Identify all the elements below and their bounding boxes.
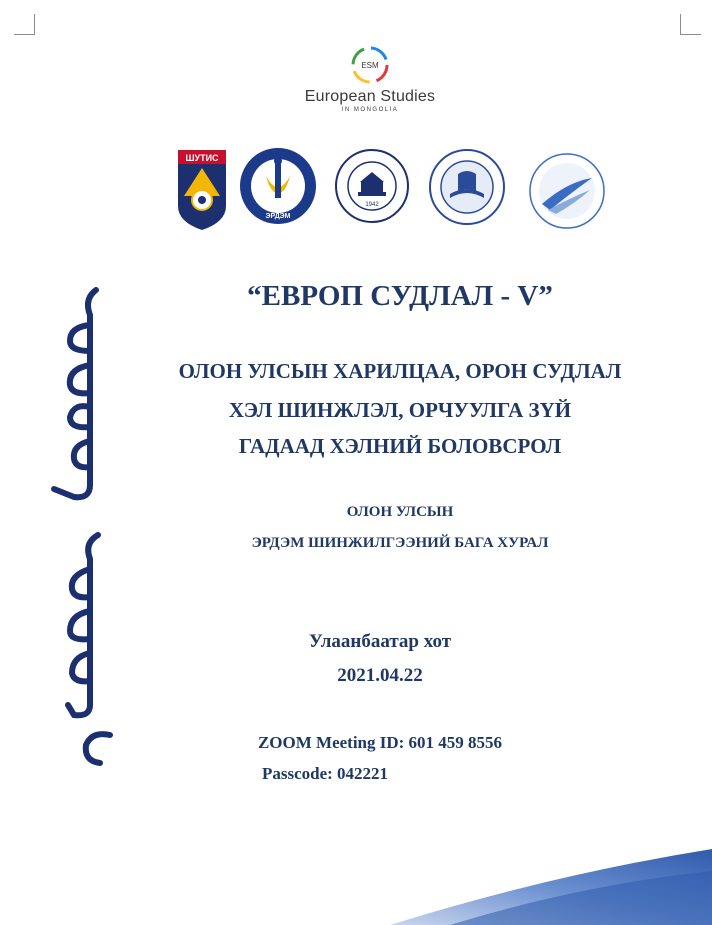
conference-line-2: ЭРДЭМ ШИНЖИЛГЭЭНИЙ БАГА ХУРАЛ: [251, 535, 549, 551]
mongol-ulsiin-bolovsroliin-ikh-surguuli-logo: [428, 148, 506, 226]
corner-wave-decoration: [390, 845, 712, 925]
subtitle-line-3: ГАДААД ХЭЛНИЙ БОЛОВСРОЛ: [238, 434, 562, 458]
crop-mark-top-right: [680, 14, 701, 35]
subtitle-line-2: ХЭЛ ШИНЖЛЭЛ, ОРЧУУЛГА ЗҮЙ: [228, 398, 572, 422]
erdem-logo: [238, 146, 318, 226]
shutis-logo: [176, 148, 228, 232]
mongol-ulsiin-ikh-surguuli-logo: [334, 148, 410, 224]
zoom-meeting-id: ZOOM Meeting ID: 601 459 8556: [257, 733, 503, 752]
org-subtitle: IN MONGOLIA: [341, 107, 399, 113]
esm-mark-text: ESM: [361, 61, 379, 70]
subtitle-line-1: ОЛОН УЛСЫН ХАРИЛЦАА, ОРОН СУДЛАЛ: [178, 359, 622, 383]
event-date: 2021.04.22: [337, 665, 423, 686]
erdem-text: ЭРДЭМ: [265, 213, 291, 220]
zoom-passcode: Passcode: 042221: [261, 764, 389, 783]
shutis-text: ШУТИС: [185, 153, 219, 163]
mongolian-script-decoration: [40, 285, 120, 775]
esm-logo: [300, 44, 440, 113]
khumuunlegiin-ukhaanii-ikh-surguuli-logo: [528, 152, 606, 230]
event-city: Улаанбаатар хот: [308, 631, 452, 652]
crop-mark-top-left: [14, 14, 35, 35]
conference-line-1: ОЛОН УЛСЫН: [346, 504, 454, 520]
page-title: “ЕВРОП СУДЛАЛ - V”: [247, 280, 553, 312]
esm-ring-icon: [349, 44, 391, 86]
muis-year: 1942: [365, 202, 379, 208]
org-name: European Studies: [304, 88, 436, 105]
partner-logos: [176, 146, 612, 232]
